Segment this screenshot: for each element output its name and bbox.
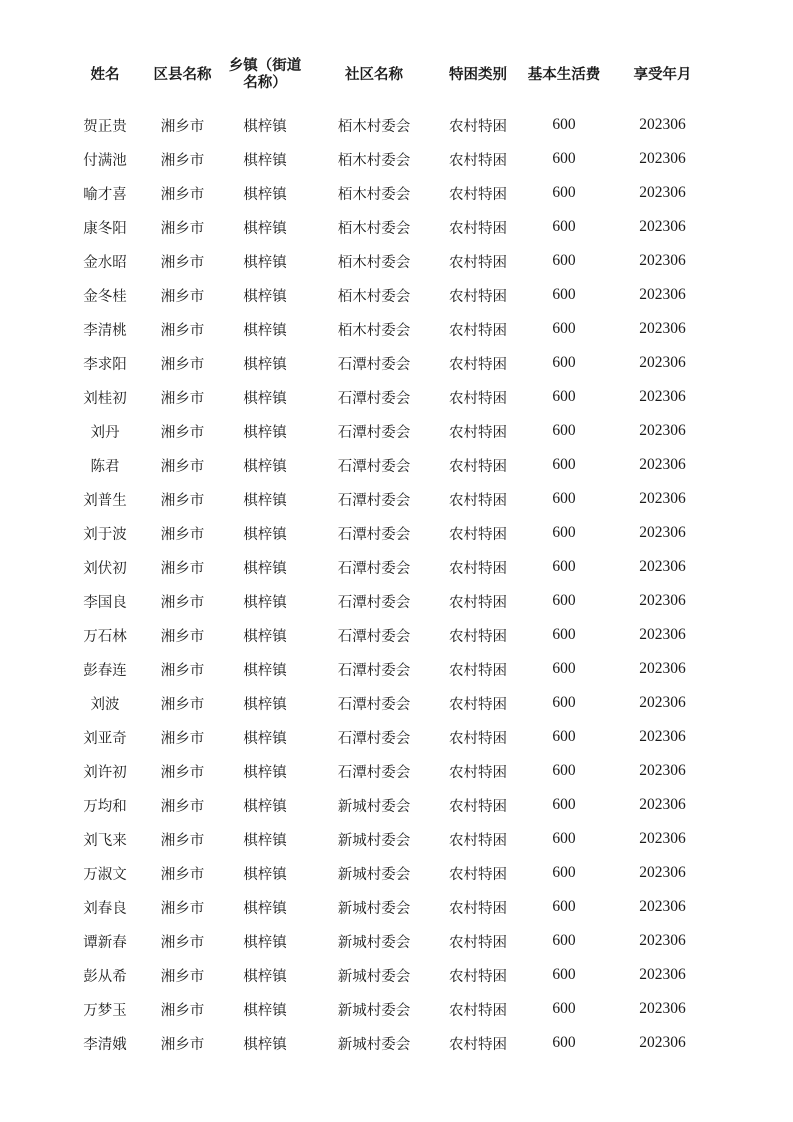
cell-community: 石潭村委会 <box>337 662 411 679</box>
cell-month: 202306 <box>639 626 686 643</box>
cell-month: 202306 <box>639 456 686 473</box>
cell-county: 湘乡市 <box>160 288 205 305</box>
table-row <box>65 788 715 822</box>
cell-month: 202306 <box>639 592 686 609</box>
cell-name: 刘普生 <box>83 492 127 509</box>
cell-month: 202306 <box>639 932 686 949</box>
table-row <box>65 924 715 958</box>
cell-month: 202306 <box>639 388 686 405</box>
cell-name: 李求阳 <box>83 356 127 373</box>
cell-month: 202306 <box>639 184 686 201</box>
header-town-label: 乡镇（街道名称） <box>228 58 302 91</box>
cell-month: 202306 <box>639 490 686 507</box>
cell-community: 石潭村委会 <box>337 356 411 373</box>
cell-town: 棋梓镇 <box>243 1036 287 1053</box>
cell-community: 新城村委会 <box>337 866 411 883</box>
cell-fee: 600 <box>552 932 576 949</box>
header-month: 享受年月 <box>633 66 692 83</box>
cell-county: 湘乡市 <box>160 186 205 203</box>
cell-fee: 600 <box>552 864 576 881</box>
cell-community: 新城村委会 <box>337 1002 411 1019</box>
cell-town: 棋梓镇 <box>243 628 287 645</box>
table-row <box>65 346 715 380</box>
cell-name: 刘亚奇 <box>83 730 127 747</box>
cell-type: 农村特困 <box>449 390 507 407</box>
cell-fee: 600 <box>552 898 576 915</box>
table-row <box>65 822 715 856</box>
cell-town: 棋梓镇 <box>243 594 287 611</box>
cell-month: 202306 <box>639 286 686 303</box>
cell-community: 石潭村委会 <box>337 730 411 747</box>
table-row <box>65 652 715 686</box>
cell-fee: 600 <box>552 660 576 677</box>
cell-county: 湘乡市 <box>160 152 205 169</box>
cell-name: 贺正贵 <box>83 118 127 135</box>
cell-town: 棋梓镇 <box>243 1002 287 1019</box>
cell-community: 石潭村委会 <box>337 696 411 713</box>
cell-community: 新城村委会 <box>337 900 411 917</box>
cell-town: 棋梓镇 <box>243 186 287 203</box>
table-row <box>65 992 715 1026</box>
beneficiary-table-container <box>65 54 715 1060</box>
cell-month: 202306 <box>639 218 686 235</box>
cell-fee: 600 <box>552 762 576 779</box>
cell-fee: 600 <box>552 184 576 201</box>
cell-town: 棋梓镇 <box>243 492 287 509</box>
table-row <box>65 618 715 652</box>
cell-type: 农村特困 <box>449 798 507 815</box>
cell-community: 栢木村委会 <box>337 254 411 271</box>
cell-fee: 600 <box>552 558 576 575</box>
cell-name: 彭从希 <box>83 968 127 985</box>
header-community: 社区名称 <box>345 66 403 83</box>
cell-county: 湘乡市 <box>160 356 205 373</box>
cell-type: 农村特困 <box>449 662 507 679</box>
cell-town: 棋梓镇 <box>243 968 287 985</box>
cell-town: 棋梓镇 <box>243 900 287 917</box>
cell-county: 湘乡市 <box>160 594 205 611</box>
cell-county: 湘乡市 <box>160 696 205 713</box>
cell-type: 农村特困 <box>449 356 507 373</box>
cell-type: 农村特困 <box>449 866 507 883</box>
cell-type: 农村特困 <box>449 696 507 713</box>
cell-fee: 600 <box>552 796 576 813</box>
table-row <box>65 210 715 244</box>
cell-name: 刘春良 <box>83 900 127 917</box>
cell-fee: 600 <box>552 252 576 269</box>
cell-fee: 600 <box>552 524 576 541</box>
header-fee: 基本生活费 <box>527 66 601 83</box>
table-row <box>65 720 715 754</box>
cell-month: 202306 <box>639 966 686 983</box>
cell-town: 棋梓镇 <box>243 866 287 883</box>
cell-type: 农村特困 <box>449 934 507 951</box>
cell-county: 湘乡市 <box>160 730 205 747</box>
table-row <box>65 482 715 516</box>
cell-name: 刘波 <box>90 696 120 713</box>
cell-month: 202306 <box>639 558 686 575</box>
cell-fee: 600 <box>552 728 576 745</box>
cell-month: 202306 <box>639 422 686 439</box>
cell-type: 农村特困 <box>449 118 507 135</box>
cell-fee: 600 <box>552 422 576 439</box>
cell-community: 新城村委会 <box>337 1036 411 1053</box>
cell-community: 石潭村委会 <box>337 492 411 509</box>
cell-town: 棋梓镇 <box>243 526 287 543</box>
cell-community: 石潭村委会 <box>337 764 411 781</box>
cell-fee: 600 <box>552 966 576 983</box>
cell-community: 石潭村委会 <box>337 458 411 475</box>
table-row <box>65 958 715 992</box>
cell-fee: 600 <box>552 1034 576 1051</box>
cell-county: 湘乡市 <box>160 526 205 543</box>
cell-name: 李国良 <box>83 594 127 611</box>
cell-town: 棋梓镇 <box>243 254 287 271</box>
table-row <box>65 176 715 210</box>
cell-county: 湘乡市 <box>160 832 205 849</box>
header-type: 特困类别 <box>449 66 507 83</box>
cell-name: 谭新春 <box>83 934 127 951</box>
cell-county: 湘乡市 <box>160 390 205 407</box>
cell-county: 湘乡市 <box>160 628 205 645</box>
cell-fee: 600 <box>552 592 576 609</box>
cell-name: 金冬桂 <box>83 288 127 305</box>
cell-town: 棋梓镇 <box>243 696 287 713</box>
cell-type: 农村特困 <box>449 152 507 169</box>
header-name: 姓名 <box>90 66 120 83</box>
cell-month: 202306 <box>639 762 686 779</box>
cell-name: 康冬阳 <box>83 220 127 237</box>
cell-type: 农村特困 <box>449 288 507 305</box>
cell-town: 棋梓镇 <box>243 288 287 305</box>
cell-fee: 600 <box>552 490 576 507</box>
table-row <box>65 516 715 550</box>
cell-community: 新城村委会 <box>337 798 411 815</box>
cell-name: 刘飞来 <box>83 832 127 849</box>
cell-community: 石潭村委会 <box>337 628 411 645</box>
cell-type: 农村特困 <box>449 628 507 645</box>
cell-fee: 600 <box>552 218 576 235</box>
cell-community: 新城村委会 <box>337 968 411 985</box>
cell-name: 喻才喜 <box>83 186 127 203</box>
table-row <box>65 448 715 482</box>
cell-type: 农村特困 <box>449 458 507 475</box>
table-row <box>65 142 715 176</box>
table-header-row <box>65 54 715 96</box>
cell-county: 湘乡市 <box>160 220 205 237</box>
cell-month: 202306 <box>639 830 686 847</box>
cell-town: 棋梓镇 <box>243 458 287 475</box>
cell-type: 农村特困 <box>449 424 507 441</box>
cell-type: 农村特困 <box>449 322 507 339</box>
cell-month: 202306 <box>639 1034 686 1051</box>
cell-fee: 600 <box>552 456 576 473</box>
cell-type: 农村特困 <box>449 1002 507 1019</box>
cell-name: 万淑文 <box>83 866 127 883</box>
cell-county: 湘乡市 <box>160 118 205 135</box>
cell-month: 202306 <box>639 728 686 745</box>
cell-community: 栢木村委会 <box>337 220 411 237</box>
cell-town: 棋梓镇 <box>243 832 287 849</box>
table-row <box>65 856 715 890</box>
cell-county: 湘乡市 <box>160 798 205 815</box>
table-row <box>65 278 715 312</box>
cell-town: 棋梓镇 <box>243 730 287 747</box>
cell-county: 湘乡市 <box>160 492 205 509</box>
cell-town: 棋梓镇 <box>243 798 287 815</box>
cell-month: 202306 <box>639 320 686 337</box>
cell-county: 湘乡市 <box>160 254 205 271</box>
cell-month: 202306 <box>639 660 686 677</box>
cell-county: 湘乡市 <box>160 866 205 883</box>
cell-town: 棋梓镇 <box>243 356 287 373</box>
cell-name: 万均和 <box>83 798 127 815</box>
cell-fee: 600 <box>552 830 576 847</box>
cell-town: 棋梓镇 <box>243 662 287 679</box>
cell-fee: 600 <box>552 1000 576 1017</box>
cell-name: 刘丹 <box>90 424 120 441</box>
cell-county: 湘乡市 <box>160 458 205 475</box>
cell-month: 202306 <box>639 1000 686 1017</box>
cell-month: 202306 <box>639 864 686 881</box>
cell-month: 202306 <box>639 524 686 541</box>
cell-month: 202306 <box>639 116 686 133</box>
cell-community: 石潭村委会 <box>337 390 411 407</box>
cell-fee: 600 <box>552 694 576 711</box>
cell-town: 棋梓镇 <box>243 560 287 577</box>
cell-county: 湘乡市 <box>160 968 205 985</box>
table-row <box>65 312 715 346</box>
cell-town: 棋梓镇 <box>243 934 287 951</box>
cell-county: 湘乡市 <box>160 764 205 781</box>
table-row <box>65 414 715 448</box>
cell-type: 农村特困 <box>449 492 507 509</box>
cell-name: 李清桃 <box>83 322 127 339</box>
cell-town: 棋梓镇 <box>243 322 287 339</box>
cell-town: 棋梓镇 <box>243 390 287 407</box>
cell-month: 202306 <box>639 898 686 915</box>
cell-county: 湘乡市 <box>160 934 205 951</box>
cell-type: 农村特困 <box>449 832 507 849</box>
cell-type: 农村特困 <box>449 186 507 203</box>
cell-community: 栢木村委会 <box>337 288 411 305</box>
cell-type: 农村特困 <box>449 968 507 985</box>
cell-name: 刘伏初 <box>83 560 127 577</box>
cell-type: 农村特困 <box>449 1036 507 1053</box>
cell-name: 万梦玉 <box>83 1002 127 1019</box>
cell-community: 新城村委会 <box>337 832 411 849</box>
cell-community: 新城村委会 <box>337 934 411 951</box>
table-row <box>65 550 715 584</box>
cell-fee: 600 <box>552 354 576 371</box>
table-row <box>65 754 715 788</box>
cell-name: 付满池 <box>83 152 127 169</box>
cell-fee: 600 <box>552 320 576 337</box>
header-town <box>220 54 310 96</box>
cell-month: 202306 <box>639 354 686 371</box>
cell-town: 棋梓镇 <box>243 118 287 135</box>
cell-community: 石潭村委会 <box>337 594 411 611</box>
cell-community: 石潭村委会 <box>337 560 411 577</box>
cell-name: 刘于波 <box>83 526 127 543</box>
cell-fee: 600 <box>552 626 576 643</box>
cell-community: 栢木村委会 <box>337 322 411 339</box>
table-row <box>65 1026 715 1060</box>
cell-community: 栢木村委会 <box>337 118 411 135</box>
table-row <box>65 96 715 142</box>
cell-community: 石潭村委会 <box>337 424 411 441</box>
cell-name: 金水昭 <box>83 254 127 271</box>
cell-type: 农村特困 <box>449 730 507 747</box>
table-row <box>65 686 715 720</box>
cell-town: 棋梓镇 <box>243 220 287 237</box>
cell-name: 彭春连 <box>83 662 127 679</box>
cell-month: 202306 <box>639 150 686 167</box>
cell-month: 202306 <box>639 796 686 813</box>
table-row <box>65 380 715 414</box>
cell-name: 陈君 <box>90 458 120 475</box>
cell-type: 农村特困 <box>449 560 507 577</box>
cell-fee: 600 <box>552 116 576 133</box>
header-county: 区县名称 <box>153 66 212 83</box>
cell-name: 刘许初 <box>83 764 127 781</box>
cell-town: 棋梓镇 <box>243 152 287 169</box>
table-row <box>65 890 715 924</box>
table-row <box>65 584 715 618</box>
cell-fee: 600 <box>552 388 576 405</box>
table-row <box>65 244 715 278</box>
cell-community: 石潭村委会 <box>337 526 411 543</box>
cell-town: 棋梓镇 <box>243 764 287 781</box>
beneficiary-table <box>65 54 715 1060</box>
cell-town: 棋梓镇 <box>243 424 287 441</box>
cell-county: 湘乡市 <box>160 1002 205 1019</box>
cell-name: 李清娥 <box>83 1036 127 1053</box>
cell-type: 农村特困 <box>449 220 507 237</box>
cell-type: 农村特困 <box>449 254 507 271</box>
cell-type: 农村特困 <box>449 900 507 917</box>
cell-community: 栢木村委会 <box>337 152 411 169</box>
cell-community: 栢木村委会 <box>337 186 411 203</box>
cell-county: 湘乡市 <box>160 322 205 339</box>
cell-type: 农村特困 <box>449 594 507 611</box>
cell-county: 湘乡市 <box>160 560 205 577</box>
cell-month: 202306 <box>639 694 686 711</box>
cell-county: 湘乡市 <box>160 1036 205 1053</box>
cell-county: 湘乡市 <box>160 424 205 441</box>
cell-fee: 600 <box>552 150 576 167</box>
cell-name: 万石林 <box>83 628 127 645</box>
cell-fee: 600 <box>552 286 576 303</box>
cell-county: 湘乡市 <box>160 900 205 917</box>
cell-type: 农村特困 <box>449 764 507 781</box>
cell-month: 202306 <box>639 252 686 269</box>
cell-county: 湘乡市 <box>160 662 205 679</box>
cell-name: 刘桂初 <box>83 390 127 407</box>
cell-type: 农村特困 <box>449 526 507 543</box>
